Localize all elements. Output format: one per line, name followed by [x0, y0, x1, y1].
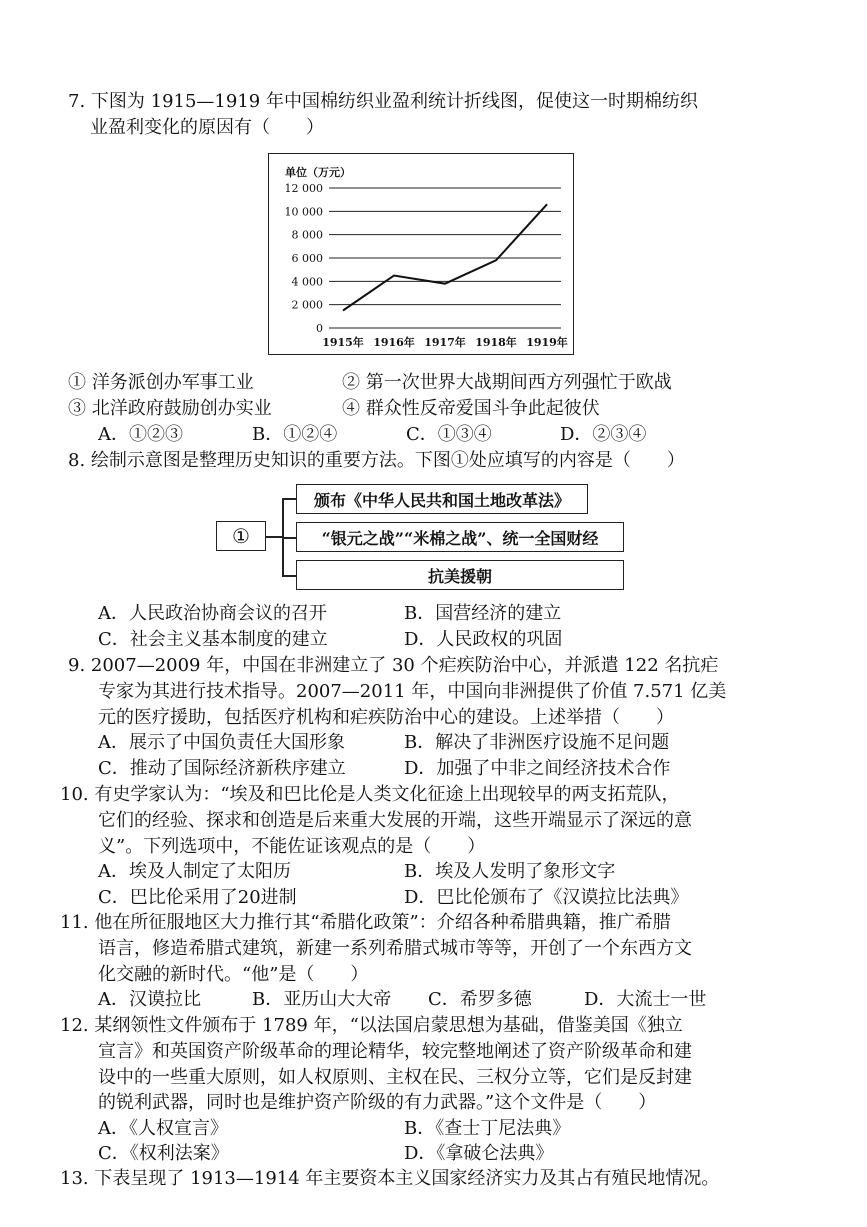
chart-ytick-label: 0	[316, 322, 323, 335]
q7-item-1: ① 洋务派创办军事工业	[68, 372, 254, 393]
q11-choice-d: D．大流士一世	[584, 989, 707, 1010]
chart-xtick-label: 1915年	[322, 336, 364, 349]
question-11-line2: 语言，修造希腊式建筑，新建一系列希腊式城市等等，开创了一个东西方文	[98, 938, 692, 959]
question-7-line1: 7. 下图为 1915—1919 年中国棉纺织业盈利统计折线图，促使这一时期棉纺织	[68, 91, 698, 112]
q10-choice-b: B．埃及人发明了象形文字	[404, 861, 616, 882]
question-13-line1: 13. 下表呈现了 1913—1914 年主要资本主义国家经济实力及其占有殖民地情况。	[60, 1168, 720, 1189]
q7-item-2: ② 第一次世界大战期间西方列强忙于欧战	[342, 372, 672, 393]
diagram-branch-2: “银元之战”“米棉之战”、统一全国财经	[296, 522, 624, 552]
chart-ytick-label: 4 000	[291, 275, 323, 289]
q12-choice-b: B．《查士丁尼法典》	[404, 1118, 571, 1139]
question-12-line4: 的锐利武器，同时也是维护资产阶级的有力武器。”这个文件是（ ）	[98, 1092, 657, 1113]
q9-choice-c: C．推动了国际经济新秩序建立	[98, 758, 346, 779]
q9-choice-a: A．展示了中国负责任大国形象	[98, 732, 345, 753]
diagram-branch-1: 颁布《中华人民共和国土地改革法》	[296, 484, 588, 514]
question-10-line2: 它们的经验、探求和创造是后来重大发展的开端，这些开端显示了深远的意	[98, 810, 692, 831]
diagram-connector	[266, 536, 282, 538]
chart-xtick-label: 1918年	[475, 336, 517, 349]
chart-ytick-label: 2 000	[291, 298, 323, 312]
q7-item-4: ④ 群众性反帝爱国斗争此起彼伏	[342, 398, 600, 419]
chart-ytick-label: 6 000	[291, 252, 323, 265]
q11-choice-b: B．亚历山大大帝	[252, 989, 392, 1010]
diagram-center-box: ①	[216, 521, 266, 551]
q8-choice-d: D．人民政权的巩固	[404, 629, 563, 650]
q10-choice-d: D．巴比伦颁布了《汉谟拉比法典》	[404, 887, 689, 908]
diagram-branch-3: 抗美援朝	[296, 560, 624, 590]
q10-choice-a: A．埃及人制定了太阳历	[98, 861, 291, 882]
q8-choice-b: B．国营经济的建立	[404, 603, 562, 624]
chart-xtick-label: 1919年	[526, 336, 568, 349]
q7-item-3: ③ 北洋政府鼓励创办实业	[68, 398, 272, 419]
q11-choice-a: A．汉谟拉比	[98, 989, 201, 1010]
q9-choice-b: B．解决了非洲医疗设施不足问题	[404, 732, 670, 753]
q7-choice-d: D．②③④	[560, 424, 647, 445]
question-10-line1: 10. 有史学家认为：“埃及和巴比伦是人类文化征途上出现较早的两支拓荒队，	[60, 784, 680, 805]
q7-choice-b: B．①②④	[252, 424, 338, 445]
chart-xtick-label: 1917年	[424, 336, 466, 349]
question-12-line2: 宣言》和英国资产阶级革命的理论精华，较完整地阐述了资产阶级革命和建	[98, 1041, 692, 1062]
q8-choice-c: C．社会主义基本制度的建立	[98, 629, 328, 650]
diagram-branch-line-3	[282, 575, 296, 577]
question-8-line1: 8. 绘制示意图是整理历史知识的重要方法。下图①处应填写的内容是（ ）	[68, 450, 685, 471]
question-11-line3: 化交融的新时代。“他”是（ ）	[98, 964, 369, 985]
question-9-line3: 元的医疗援助，包括医疗机构和疟疾防治中心的建设。上述举措（ ）	[98, 707, 674, 728]
diagram-branch-line-1	[282, 498, 296, 500]
q12-choice-a: A．《人权宣言》	[98, 1118, 228, 1139]
chart-series-line	[343, 204, 547, 310]
q11-choice-c: C．希罗多德	[428, 989, 532, 1010]
q9-choice-d: D．加强了中非之间经济技术合作	[404, 758, 671, 779]
q12-choice-d: D．《拿破仑法典》	[404, 1143, 554, 1164]
chart-ytick-label: 12 000	[284, 182, 323, 195]
question-10-line3: 义”。下列选项中，不能佐证该观点的是（ ）	[98, 836, 486, 857]
profit-line-chart	[268, 153, 574, 355]
q10-choice-c: C．巴比伦采用了20进制	[98, 887, 297, 908]
chart-ytick-label: 10 000	[284, 205, 323, 219]
diagram-branch-line-2	[282, 537, 296, 539]
question-9-line1: 9. 2007—2009 年，中国在非洲建立了 30 个疟疾防治中心，并派遣 122 名抗疟	[68, 655, 719, 676]
question-7-line2: 业盈利变化的原因有（ ）	[90, 117, 324, 138]
question-11-line1: 11. 他在所征服地区大力推行其“希腊化政策”：介绍各种希腊典籍，推广希腊	[60, 912, 671, 933]
question-12-line1: 12. 某纲领性文件颁布于 1789 年，“以法国启蒙思想为基础，借鉴美国《独立	[60, 1015, 683, 1036]
chart-svg	[269, 154, 575, 356]
q12-choice-c: C．《权利法案》	[98, 1143, 229, 1164]
q7-choice-a: A．①②③	[98, 424, 183, 445]
q8-choice-a: A．人民政治协商会议的召开	[98, 603, 327, 624]
chart-ylabel: 单位（万元）	[285, 166, 351, 179]
q7-choice-c: C．①③④	[406, 424, 492, 445]
chart-ytick-label: 8 000	[291, 228, 323, 242]
question-9-line2: 专家为其进行技术指导。2007—2011 年，中国向非洲提供了价值 7.571 亿美	[98, 681, 727, 702]
question-12-line3: 设中的一些重大原则，如人权原则、主权在民、三权分立等，它们是反封建	[98, 1067, 692, 1088]
chart-xtick-label: 1916年	[373, 336, 415, 349]
